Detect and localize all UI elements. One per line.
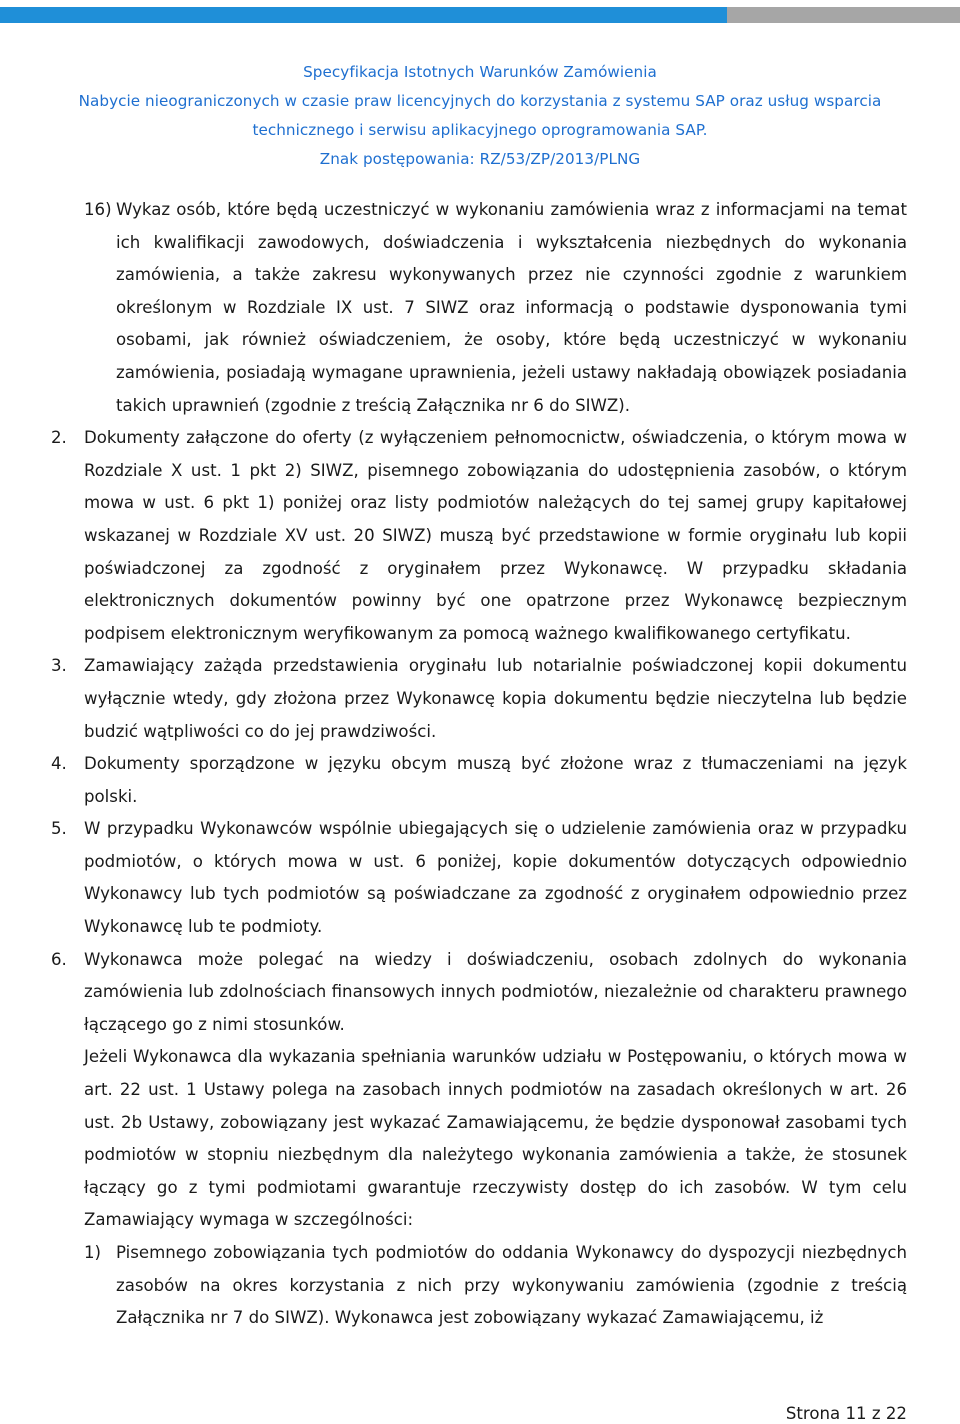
- item-text: Zamawiający zażąda przedstawienia oryginału lub notarialnie poświadczonej kopii dokumentu wyłącznie wtedy, gdy złożona przez Wykonawcę kopia dokumentu będzie nieczytelna lub będzie budzić wątpliwości co do jej prawdziwości.: [84, 656, 907, 741]
- item-number: 6.: [51, 949, 67, 969]
- item-number: 16): [84, 200, 112, 219]
- item-text: Dokumenty załączone do oferty (z wyłączeniem pełnomocnictw, oświadczenia, o którym mowa w Rozdziale X ust. 1 pkt 2) SIWZ, pisemnego zobowiązania do udostępnienia zasobów, o którym mowa w ust. 6 pkt 1) poniżej oraz listy podmiotów należących do tej samej grupy kapitałowej wskazanej w Rozdziale XV ust. 20 SIWZ) muszą być przedstawione w formie oryginału lub kopii poświadczonej za zgodność z oryginałem przez Wykonawcę. W przypadku składania elektronicznych dokumentów powinny być one opatrzone przez Wykonawcę bezpiecznym podpisem elektronicznym weryfikowanym za pomocą ważnego kwalifikowanego certyfikatu.: [84, 428, 907, 643]
- header-subject-line2: technicznego i serwisu aplikacyjnego oprogramowania SAP.: [252, 121, 708, 139]
- item-text: Dokumenty sporządzone w języku obcym muszą być złożone wraz z tłumaczeniami na język polski.: [84, 754, 907, 806]
- top-bar-gray: [727, 7, 960, 23]
- list-item-5: [0, 813, 960, 943]
- top-color-bar: [0, 7, 960, 23]
- paragraph-resources: Jeżeli Wykonawca dla wykazania spełniania warunków udziału w Postępowaniu, o których mowa w art. 22 ust. 1 Ustawy polega na zasobach innych podmiotów na zasadach określonych w art. 26 ust. 2b Ustawy, zobowiązany jest wykazać Zamawiającemu, że będzie dysponował zasobami tych podmiotów w stopniu niezbędnym dla należytego wykonania zamówienia a także, że stosunek łączący go z tymi podmiotami gwarantuje rzeczywisty dostęp do ich zasobów. W tym celu Zamawiający wymaga w szczególności:: [84, 1047, 907, 1230]
- list-item-4: [0, 748, 960, 813]
- item-text: Pisemnego zobowiązania tych podmiotów do oddania Wykonawcy do dyspozycji niezbędnych zasobów na okres korzystania z nich przy wykonywaniu zamówienia (zgodnie z treścią Załącznika nr 7 do SIWZ). Wykonawca jest zobowiązany wykazać Zamawiającemu, iż: [116, 1243, 907, 1328]
- list-item-3: [0, 650, 960, 748]
- page-number: Strona 11 z 22: [785, 1404, 907, 1423]
- list-item-16: [0, 194, 960, 422]
- item-number: 1): [84, 1243, 102, 1262]
- list-item-6: [0, 944, 960, 1042]
- item-text: W przypadku Wykonawców wspólnie ubiegających się o udzielenie zamówienia oraz w przypadku podmiotów, o których mowa w ust. 6 poniżej, kopie dokumentów dotyczących odpowiednio Wykonawcy lub tych podmiotów są poświadczane za zgodność z oryginałem odpowiednio przez Wykonawcę lub te podmioty.: [84, 819, 907, 937]
- header-reference: Znak postępowania: RZ/53/ZP/2013/PLNG: [319, 150, 641, 168]
- item-number: 5.: [51, 819, 67, 839]
- sub-item-1: [0, 1237, 960, 1335]
- item-text: Wykonawca może polegać na wiedzy i doświadczeniu, osobach zdolnych do wykonania zamówienia lub zdolnościach finansowych innych podmiotów, niezależnie od charakteru prawnego łączącego go z nimi stosunków.: [84, 949, 907, 1034]
- list-item-2: [0, 422, 960, 650]
- item-number: 4.: [51, 754, 67, 774]
- item-text: Wykaz osób, które będą uczestniczyć w wykonaniu zamówienia wraz z informacjami na temat ich kwalifikacji zawodowych, doświadczenia i wykształcenia niezbędnych do wykonania zamówienia, a także zakresu wykonywanych przez nie czynności zgodnie z warunkiem określonym w Rozdziale IX ust. 7 SIWZ oraz informacją o podstawie dysponowania tymi osobami, jak również oświadczeniem, że osoby, które będą uczestniczyć w wykonaniu zamówienia, posiadają wymagane uprawnienia, jeżeli ustawy nakładają obowiązek posiadania takich uprawnień (zgodnie z treścią Załącznika nr 6 do SIWZ).: [116, 200, 907, 415]
- item-number: 3.: [51, 656, 67, 676]
- document-header: [0, 58, 960, 174]
- header-title: Specyfikacja Istotnych Warunków Zamówienia: [303, 63, 657, 81]
- document-body: [0, 194, 960, 1335]
- item-number: 2.: [51, 428, 67, 448]
- top-bar-blue: [0, 7, 727, 23]
- header-subject-line1: Nabycie nieograniczonych w czasie praw licencyjnych do korzystania z systemu SAP oraz usług wsparcia: [78, 92, 882, 110]
